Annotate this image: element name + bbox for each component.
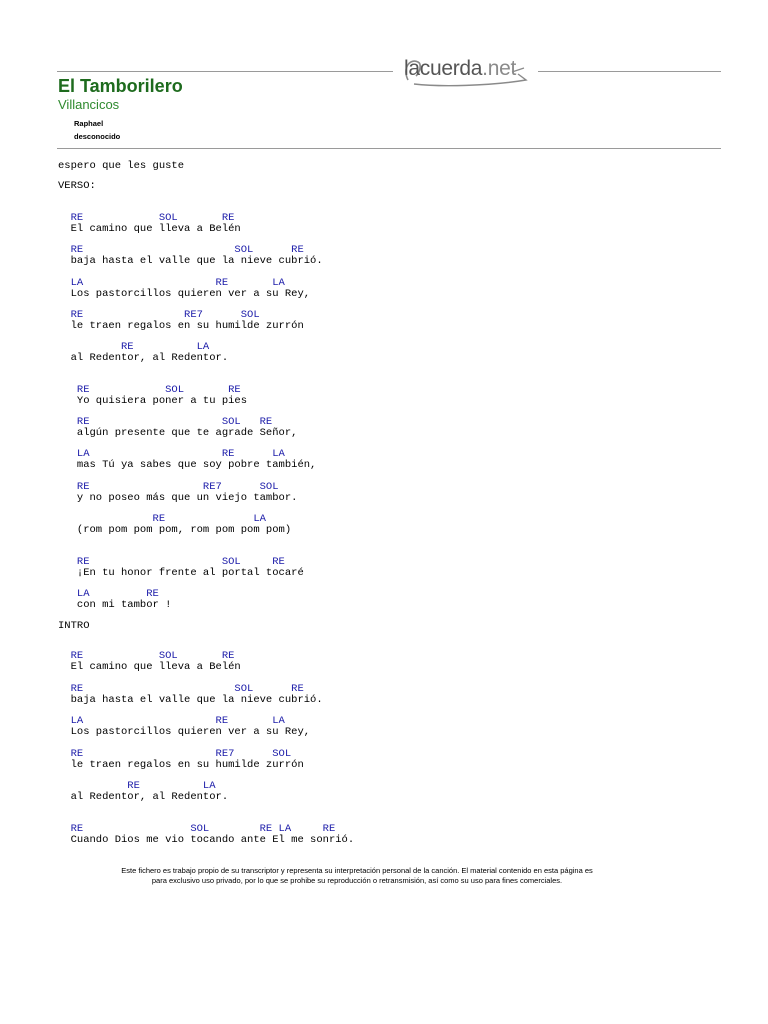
lyric-line: ¡En tu honor frente al portal tocaré [58,567,304,579]
chord-line[interactable]: RE LA [58,513,266,525]
header-rule-right [538,71,721,72]
chord-line[interactable]: RE SOL RE [58,683,304,695]
chord-line[interactable]: LA RE LA [58,715,285,727]
lyric-line: Los pastorcillos quieren ver a su Rey, [58,726,311,738]
lyric-line: (rom pom pom pom, rom pom pom pom) [58,524,292,536]
chord-line[interactable]: LA RE LA [58,448,285,460]
lyric-line: con mi tambor ! [58,599,172,611]
lyric-line: VERSO: [58,180,96,192]
copyright-notice [57,866,657,886]
chord-line[interactable]: RE LA [58,341,210,353]
copyright-line-2: para exclusivo uso privado, por lo que se prohibe su reproducción o retransmisión, así como su uso para fines comerciales. [151,876,563,885]
lyric-line: Los pastorcillos quieren ver a su Rey, [58,288,311,300]
lyric-line: El camino que lleva a Belén [58,223,241,235]
chord-line[interactable]: RE LA [58,780,216,792]
logo-brand: lacuerda [404,57,483,80]
logo-tld: .net [482,57,516,80]
chord-line[interactable]: RE RE7 SOL [58,481,279,493]
logo-wordmark [404,57,516,81]
chord-line[interactable]: RE SOL RE [58,556,285,568]
lyric-line: le traen regalos en su humilde zurrón [58,320,304,332]
lyric-line: mas Tú ya sabes que soy pobre también, [58,459,317,471]
lyric-line: le traen regalos en su humilde zurrón [58,759,304,771]
chord-line[interactable]: RE SOL RE [58,650,235,662]
song-title: El Tamborilero [58,76,183,96]
copyright-line-1: Este fichero es trabajo propio de su transcriptor y representa su interpretación personal de la canción. El material contenido en esta página es [121,866,593,875]
lyric-line: Yo quisiera poner a tu pies [58,395,248,407]
chord-line[interactable]: RE SOL RE [58,212,235,224]
header-rule-left [57,71,393,72]
lyric-line: INTRO [58,620,90,632]
chord-line[interactable]: RE SOL RE [58,416,273,428]
lyric-line: algún presente que te agrade Señor, [58,427,298,439]
chord-line[interactable]: RE SOL RE [58,244,304,256]
chord-line[interactable]: RE SOL RE LA RE [58,823,336,835]
lyric-line: El camino que lleva a Belén [58,661,241,673]
song-category[interactable]: Villancicos [58,97,120,112]
lyric-line: baja hasta el valle que la nieve cubrió. [58,694,323,706]
chord-line[interactable]: LA RE [58,588,159,600]
lyric-line: espero que les guste [58,160,185,172]
chord-line[interactable]: RE RE7 SOL [58,309,260,321]
lyric-line: al Redentor, al Redentor. [58,791,229,803]
lyric-line: baja hasta el valle que la nieve cubrió. [58,255,323,267]
lyric-line: al Redentor, al Redentor. [58,352,229,364]
song-artist[interactable]: Raphael [74,119,104,128]
song-author: desconocido [74,132,121,141]
header-separator [57,148,721,149]
chord-line[interactable]: LA RE LA [58,277,285,289]
lyric-line: y no poseo más que un viejo tambor. [58,492,298,504]
chord-line[interactable]: RE SOL RE [58,384,241,396]
lyric-line: Cuando Dios me vio tocando ante El me sonrió. [58,834,355,846]
chord-line[interactable]: RE RE7 SOL [58,748,292,760]
